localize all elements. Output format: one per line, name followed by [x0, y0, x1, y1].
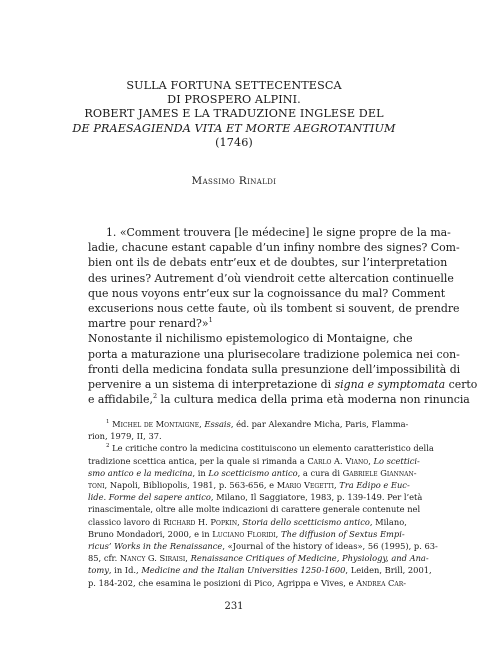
footnote-line — [88, 577, 407, 589]
footnote-mark: 1 — [106, 419, 110, 425]
body-line — [88, 377, 477, 392]
footnote-line — [88, 467, 417, 479]
footnote-work: Lo scetticismo antico — [208, 467, 298, 478]
footnote-work: lide. Forme del sapere antico — [88, 492, 211, 503]
footnote-author: Carlo A. Viano — [307, 455, 369, 466]
footnote-work: Essais — [204, 419, 231, 429]
footnote-text: , Leiden, Brill, 2001, — [345, 565, 432, 576]
footnote-text: , Milano, Il Saggiatore, 1983, p. 139-149. Per l’età — [210, 492, 423, 503]
footnote-work: ricus’ Works in the Renaissance — [88, 541, 223, 552]
footnote-author: Gabriele Giannan- — [342, 467, 417, 478]
footnote-line — [88, 516, 407, 528]
footnote-text: , Napoli, Bibliopolis, 1981, p. 563-656, e — [104, 480, 277, 491]
body-line — [88, 392, 470, 407]
footnote-text: , in Id., — [108, 565, 142, 576]
body-text-span: certo — [445, 378, 477, 392]
footnote-author: toni — [88, 480, 105, 491]
footnote-text: , éd. par Alexandre Micha, Paris, Flamma- — [230, 419, 409, 429]
footnote-work: smo antico e la medicina — [88, 467, 193, 478]
body-line: bien ont ils de debats entr’eux et de doubtes, sur l’interpretation — [88, 256, 448, 270]
title-line: SULLA FORTUNA SETTECENTESCA — [126, 79, 342, 92]
footnote-text: , «Journal of the history of ideas», 56 (1995), p. 63- — [222, 541, 438, 552]
footnote-line: rion, 1979, II, 37. — [88, 431, 162, 442]
footnote-line — [88, 479, 410, 491]
footnote-line — [88, 540, 438, 552]
footnote-text: p. 184-202, che esamina le posizioni di Pico, Agrippa e Vives, e — [88, 577, 357, 588]
title-line: DI PROSPERO ALPINI. — [167, 93, 301, 107]
footnote-line — [88, 442, 434, 454]
footnote-text: , — [199, 419, 205, 429]
body-line: des urines? Autrement d’où viendroit cette altercation continuelle — [88, 271, 454, 285]
body-line: porta a maturazione una plurisecolare tradizione polemica nei con- — [88, 347, 460, 361]
footnote-text: , — [237, 516, 243, 527]
footnotes — [88, 418, 438, 589]
body-text-span: pervenire a un sistema di interpretazione di — [88, 378, 335, 392]
footnote-line — [88, 418, 409, 430]
footnote-author: Mario Vegetti — [276, 480, 335, 491]
footnote-line — [88, 455, 420, 467]
footnote-text: , Milano, — [369, 516, 407, 527]
footnote-text: , — [185, 553, 191, 564]
footnote-text: , in — [192, 467, 209, 478]
footnote-work: The diffusion of Sextus Empi- — [280, 528, 405, 539]
footnote-text: , — [275, 528, 281, 539]
body-line: ladie, chacune estant capable d’un infiny nombre des signes? Com- — [88, 241, 460, 255]
footnote-text: 85, cfr. — [88, 553, 120, 564]
footnote-line: rinascimentale, oltre alle molte indicazioni di carattere generale contenute nel — [88, 504, 421, 515]
title-line-year: (1746) — [215, 135, 253, 149]
title-line: ROBERT JAMES E LA TRADUZIONE INGLESE DEL — [84, 107, 384, 121]
footnote-author: Luciano Floridi — [212, 528, 276, 539]
footnote-work: Medicine and the Italian Universities 1250-1600 — [141, 565, 346, 576]
body-line: excuserions nous cette faute, où ils tombent si souvent, de prendre — [88, 302, 460, 316]
footnote-work: Renaissance Critiques of Medicine, Physiology, and Ana- — [190, 553, 429, 564]
footnote-work: Tra Edipo e Euc- — [339, 480, 410, 491]
footnote-text: , — [334, 480, 340, 491]
footnote-text: Bruno Mondadori, 2000, e in — [88, 528, 213, 539]
footnote-text: , — [368, 455, 374, 466]
footnote-work: Storia dello scetticismo antico — [242, 516, 370, 527]
body-text — [88, 225, 477, 407]
footnote-text: tradizione scettica antica, per la quale si rimanda a — [88, 455, 308, 466]
title-line-italic: DE PRAESAGIENDA VITA ET MORTE AEGROTANTIUM — [72, 121, 396, 135]
body-text-span: martre pour renard?» — [88, 317, 209, 331]
body-line: que nous voyons entr’eux sur la cognoissance du mal? Comment — [88, 286, 446, 300]
author-name: Massimo Rinaldi — [191, 175, 277, 187]
footnote-work: Lo scettici- — [373, 455, 420, 466]
body-line: Nonostante il nichilismo epistemologico di Montaigne, che — [88, 332, 413, 346]
footnote-line — [88, 564, 432, 576]
footnote-mark: 2 — [106, 443, 110, 450]
footnote-author: Andrea Car- — [356, 577, 407, 588]
body-line — [88, 316, 378, 331]
footnote-line — [88, 552, 429, 564]
body-line: 1. «Comment trouvera [le médecine] le signe propre de la ma- — [106, 226, 451, 239]
body-line: fronti della medicina fondata sulla presunzione dell’impossibilità di — [88, 362, 461, 376]
footnote-line — [88, 491, 423, 503]
footnote-author: Michel de Montaigne — [112, 419, 200, 429]
footnote-ref: 1 — [208, 316, 213, 325]
italic-term: signa e symptomata — [334, 378, 446, 392]
footnote-text: classico lavoro di — [88, 516, 164, 527]
article-title — [60, 79, 408, 150]
footnote-ref: 2 — [152, 392, 158, 401]
body-text-span: la cultura medica della prima età moderna non rinuncia — [157, 393, 470, 407]
footnote-work: tomy — [88, 565, 109, 576]
footnote-text: , a cura di — [297, 467, 343, 478]
footnote-line — [88, 528, 405, 540]
footnote-text: Le critiche contro la medicina costituiscono un elemento caratteristico della — [112, 443, 434, 454]
page-number: 231 — [224, 601, 244, 612]
footnote-author: Nancy G. Siraisi — [119, 553, 186, 564]
body-text-span: e affidabile, — [88, 393, 153, 407]
footnote-author: Richard H. Popkin — [163, 516, 238, 527]
